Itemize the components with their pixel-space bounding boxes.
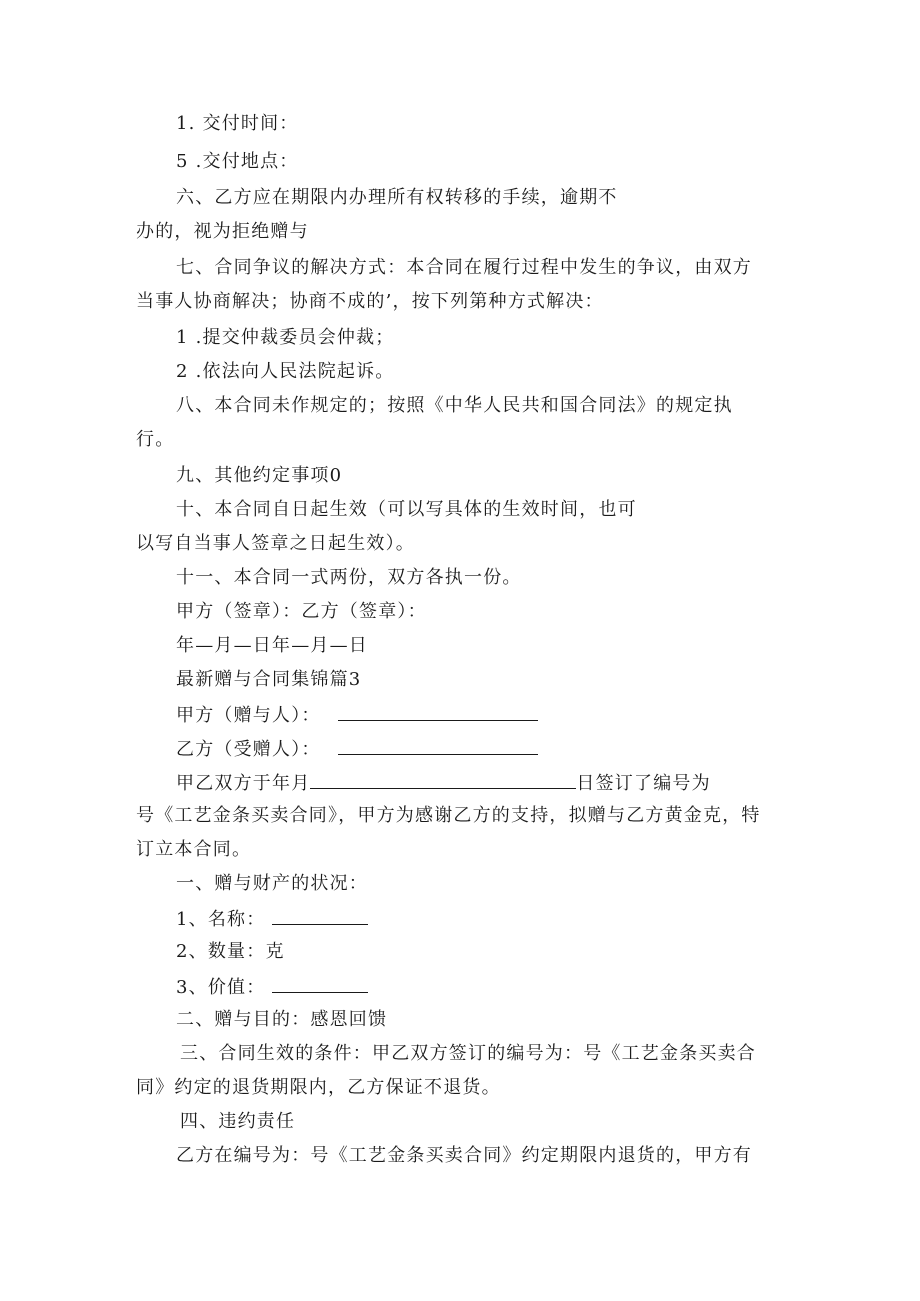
property-value-blank <box>272 974 368 993</box>
clause-ten-line-2: 以写自当事人签章之日起生效）。 <box>136 533 415 554</box>
clause-ten-line-1: 十、本合同自日起生效（可以写具体的生效时间，也可 <box>176 499 637 520</box>
clause-seven-line-1: 七、合同争议的解决方式：本合同在履行过程中发生的争议，由双方 <box>176 257 752 278</box>
delivery-place-line: 5 .交付地点： <box>176 151 299 172</box>
delivery-time-line: 1. 交付时间： <box>176 113 299 134</box>
agreement-date-blank <box>310 770 576 789</box>
property-quantity-line: 2、数量：克 <box>176 941 285 962</box>
property-name-line <box>176 906 368 932</box>
breach-heading: 四、违约责任 <box>180 1111 296 1132</box>
donation-purpose-line: 二、赠与目的：感恩回馈 <box>176 1009 388 1030</box>
clause-eleven-line: 十一、本合同一式两份，双方各执一份。 <box>176 567 522 588</box>
agreement-line-2: 号《工艺金条买卖合同》，甲方为感谢乙方的支持，拟赠与乙方黄金克，特 <box>136 805 761 826</box>
effective-condition-line-2: 同》约定的退货期限内，乙方保证不退货。 <box>136 1077 501 1098</box>
agreement-line-3: 订立本合同。 <box>136 839 252 860</box>
effective-condition-line-1: 三、合同生效的条件：甲乙双方签订的编号为：号《工艺金条买卖合 <box>180 1043 756 1064</box>
property-name-blank <box>272 906 368 925</box>
property-value-line <box>176 974 368 1000</box>
donee-blank <box>338 736 538 755</box>
property-value-label: 3、价值： <box>176 977 266 998</box>
donee-label: 乙方（受赠人）： <box>176 739 321 760</box>
donor-blank <box>338 702 538 721</box>
agreement-intro-line <box>176 770 711 796</box>
donor-label: 甲方（赠与人）： <box>176 705 321 726</box>
clause-seven-line-2: 当事人协商解决；协商不成的’，按下列第种方式解决： <box>136 291 604 312</box>
donee-line <box>176 736 538 762</box>
arbitration-option-line: 1 .提交仲裁委员会仲裁； <box>176 327 395 348</box>
property-name-label: 1、名称： <box>176 909 266 930</box>
clause-six-line-1: 六、乙方应在期限内办理所有权转移的手续，逾期不 <box>176 187 618 208</box>
section-heading: 最新赠与合同集锦篇3 <box>176 669 362 690</box>
clause-eight-line-1: 八、本合同未作规定的；按照《中华人民共和国合同法》的规定执 <box>176 395 733 416</box>
agreement-intro-text: 甲乙双方于年月 <box>176 773 311 794</box>
clause-eight-line-2: 行。 <box>136 429 175 450</box>
court-option-line: 2 .依法向人民法院起诉。 <box>176 361 395 382</box>
agreement-intro-suffix: 日签订了编号为 <box>576 773 711 794</box>
breach-line-1: 乙方在编号为：号《工艺金条买卖合同》约定期限内退货的，甲方有 <box>176 1145 752 1166</box>
clause-six-line-2: 办的，视为拒绝赠与 <box>136 221 309 242</box>
date-line: 年—月—日年—月—日 <box>176 635 368 656</box>
signature-line: 甲方（签章）：乙方（签章）： <box>176 601 427 622</box>
donor-line <box>176 702 538 728</box>
clause-nine-line: 九、其他约定事项0 <box>176 465 343 486</box>
property-status-heading: 一、赠与财产的状况： <box>176 873 368 894</box>
